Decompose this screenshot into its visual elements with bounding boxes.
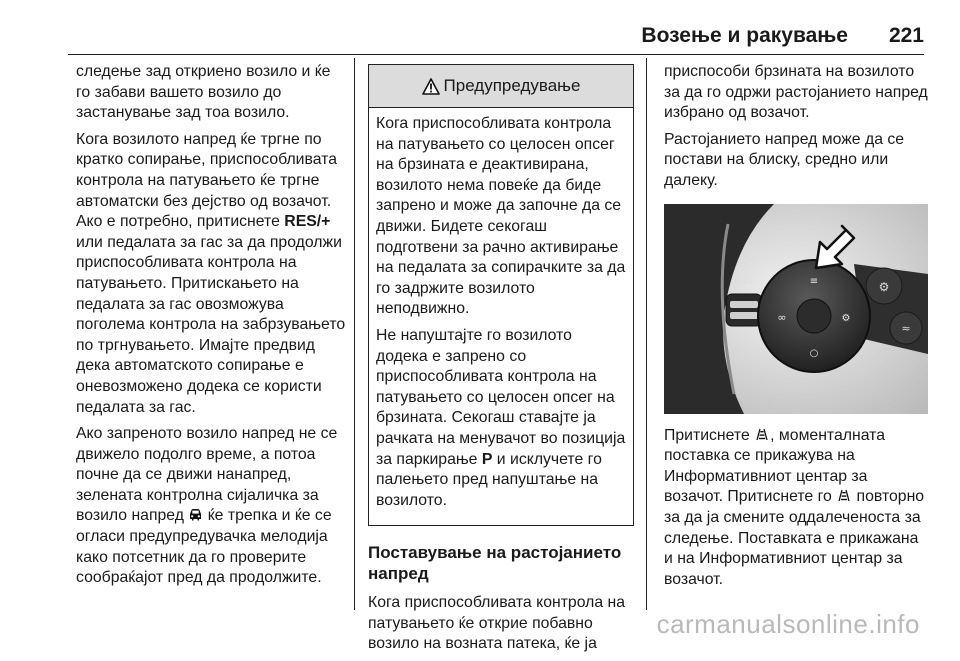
svg-text:⚙: ⚙ (878, 279, 890, 294)
column-divider-1 (354, 58, 355, 610)
column-3 (664, 62, 930, 596)
follow-distance-icon (836, 488, 852, 503)
res-label: RES+ (734, 277, 754, 286)
warning-box (368, 64, 634, 526)
svg-text:⚙: ⚙ (841, 312, 851, 324)
page-header (0, 0, 960, 56)
page-number: 221 (888, 24, 924, 47)
warning-header (369, 65, 633, 108)
paragraph (376, 326, 626, 511)
svg-text:∞: ∞ (777, 310, 787, 324)
svg-text:≈: ≈ (901, 321, 911, 335)
text-span: или педалата за гас за да продолжи приспособливата контрола на патувањето. Притискањето на педалата за гас овозможува поголема контрола на забрзувањето по тргнувањето. Имајте предвид дека автоматското сопирање е оневозможено додека се користи педалата за гас. (76, 233, 346, 416)
control-pad (758, 260, 870, 372)
svg-text:○: ○ (809, 347, 819, 359)
paragraph: приспособи брзината на возилото за да го одржи растојанието напред избрано од возачот. (664, 63, 928, 122)
steering-wheel-controls-illustration (664, 204, 928, 414)
watermark: carmanualsonline.info (656, 609, 920, 639)
warning-triangle-icon (422, 78, 440, 95)
paragraph: Кога приспособливата контрола на патувањето со целосен опсег на брзината е деактивирана, возилото нема повеќе да биде запрено и може да започне да се движи. Бидете секогаш подготвени за рачно активирање на педалата за сопирачките за да го задржите возилото неподвижно. (376, 115, 626, 318)
column-2 (368, 62, 634, 661)
text-span: , моменталната поставка се прикажува на Информативниот центар за возачот. Притиснете го (664, 426, 885, 506)
warning-title: Предупредување (443, 75, 581, 95)
header-rule (68, 54, 924, 55)
warning-body (369, 108, 633, 525)
set-label: SET- (734, 331, 750, 340)
text-span: Кога возилото напред ќе тргне по кратко сопирање, приспособливата контрола на патувањето ќе тргне автоматски без дејство од возачот. Ако е потребно, притиснете (76, 130, 337, 231)
page-title: Возење и ракување (641, 24, 848, 47)
paragraph: Растојанието напред може да се постави на блиску, средно или далеку. (664, 130, 905, 189)
text-span: Ако запреното возило напред не се движело подолго време, а потоа почне да се движи нанапред, зелената контролна сијаличка за возило напред (76, 425, 338, 525)
paragraph: следење зад откриено возило и ќе го забави вашето возило до застанување зад тоа возило. (76, 63, 331, 122)
paragraph (76, 424, 346, 589)
column-divider-2 (646, 58, 647, 610)
column-1 (76, 62, 346, 595)
svg-text:≡: ≡ (809, 275, 819, 287)
text-span: повторно за да ја смените оддалеченоста за следење. Поставката е прикажана и на Информативниот центар за возачот. (664, 488, 925, 588)
text-span: Не напуштајте го возилото додека е запрено со приспособливата контрола на патувањето со целосен опсег на брзината. Секогаш ставајте ја рачката на менувачот во позиција за паркирање (376, 326, 626, 468)
paragraph: Кога приспособливата контрола на патувањето ќе открие побавно возило на возната патека, ќе ја (368, 594, 626, 653)
text-span: ќе трепка и ќе се огласи предупредувачка мелодија како потсетник да го проверите сообраќајот пред да продолжите. (76, 507, 332, 587)
paragraph (76, 130, 346, 418)
res-button-label: RES/+ (284, 213, 331, 231)
gear-p-label: P (481, 450, 493, 468)
text-span: и исклучете го палењето пред напуштање на возилото. (376, 450, 602, 509)
section-heading: Поставување на растојанието напред (368, 543, 622, 584)
paragraph (664, 426, 930, 591)
follow-distance-icon (754, 427, 770, 442)
text-span: Притиснете (664, 426, 755, 444)
vehicle-ahead-icon (188, 508, 203, 522)
